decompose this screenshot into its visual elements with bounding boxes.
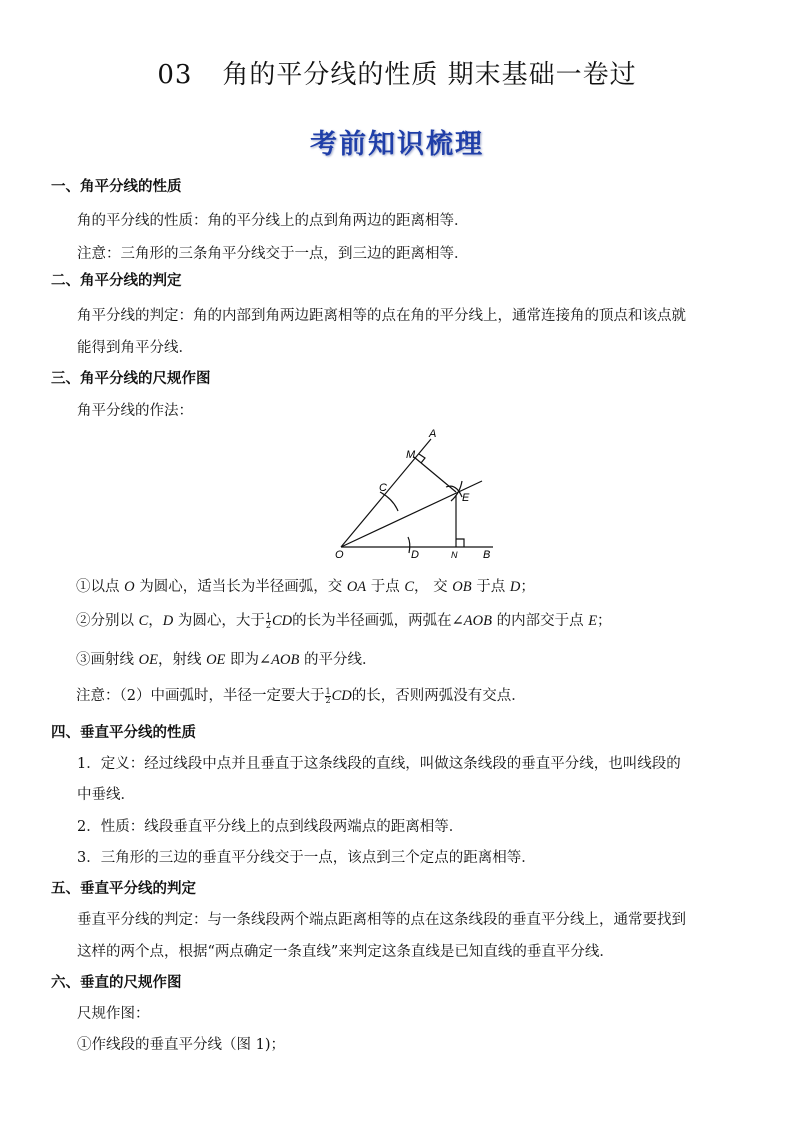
step2-text-b: ， [148, 613, 163, 629]
label-c: C [379, 482, 387, 494]
step3-text-a: ③画射线 [76, 652, 139, 668]
step-1 [76, 575, 535, 596]
s2-para-1a: 角平分线的判定：角的内部到角两边距离相等的点在角的平分线上，通常连接角的顶点和该点就 [77, 308, 686, 324]
step1-ray-oa: OA [346, 579, 367, 595]
segment-me [414, 457, 456, 492]
label-b: B [483, 549, 491, 561]
step1-text-d: ， 交 [414, 579, 453, 595]
step1-text-e: 于点 [471, 579, 510, 595]
s4-para-1a: 1．定义：经过线段中点并且垂直于这条线段的直线，叫做这条线段的垂直平分线，也叫线段的 [77, 756, 681, 772]
note-text-a: 注意：（2）中画弧时，半径一定要大于 [76, 688, 325, 704]
step-note [76, 684, 526, 705]
step1-text-f: ； [520, 579, 535, 595]
heading-1: 一、角平分线的性质 [51, 178, 182, 195]
step1-ray-ob: OB [452, 579, 472, 595]
label-n: N [451, 550, 458, 560]
step2-fraction [266, 613, 271, 630]
step3-angle-aob: AOB [271, 652, 300, 668]
step2-text-f: ； [597, 613, 612, 629]
ray-oe [341, 481, 482, 547]
s3-para-1: 角平分线的作法： [77, 403, 193, 419]
section-banner: 考前知识梳理 [310, 129, 484, 160]
fraction-numerator: 1 [265, 611, 271, 621]
note-fraction [325, 688, 330, 705]
step2-segment-cd: CD [271, 613, 293, 629]
step1-text-c: 于点 [366, 579, 405, 595]
s5-para-1a: 垂直平分线的判定：与一条线段两个端点距离相等的点在这条线段的垂直平分线上，通常要找到 [77, 912, 686, 928]
step3-text-d: 的平分线． [299, 652, 377, 668]
step2-point-c: C [138, 613, 149, 629]
step2-text-d: 的长为半径画弧，两弧在∠ [292, 613, 464, 629]
s4-para-1b: 中垂线． [77, 787, 135, 803]
step1-text-b: 为圆心，适当长为半径画弧，交 [134, 579, 347, 595]
note-fraction-numerator: 1 [325, 686, 331, 696]
step3-ray-oe-2: OE [206, 652, 226, 668]
s2-para-1b: 能得到角平分线． [77, 340, 193, 356]
step3-text-c: 即为∠ [225, 652, 272, 668]
label-o: O [335, 549, 344, 561]
title-number: 03 [157, 60, 193, 90]
step3-text-b: ，射线 [157, 652, 207, 668]
step1-point-d: D [509, 579, 521, 595]
step-3 [76, 648, 376, 669]
note-text-b: 的长，否则两弧没有交点． [351, 688, 526, 704]
s6-para-1: 尺规作图： [77, 1006, 150, 1022]
note-fraction-denominator: 2 [325, 695, 331, 705]
step2-text-e: 的内部交于点 [491, 613, 589, 629]
heading-2: 二、角平分线的判定 [51, 272, 182, 289]
note-segment-cd: CD [331, 688, 352, 704]
step1-point-c: C [404, 579, 415, 595]
angle-bisector-figure [330, 425, 505, 565]
fraction-denominator: 2 [265, 620, 271, 630]
s5-para-1b: 这样的两个点，根据“两点确定一条直线”来判定这条直线是已知直线的垂直平分线． [77, 944, 614, 960]
step1-text-a: ①以点 [76, 579, 125, 595]
s4-para-2: 2．性质：线段垂直平分线上的点到线段两端点的距离相等． [77, 819, 464, 835]
s1-para-2: 注意：三角形的三条角平分线交于一点，到三边的距离相等． [77, 246, 469, 262]
label-a: A [429, 428, 437, 440]
step-2 [76, 609, 612, 630]
heading-5: 五、垂直平分线的判定 [51, 880, 196, 897]
arc-c [380, 492, 398, 511]
s6-para-2: ①作线段的垂直平分线（图 1)； [77, 1037, 285, 1053]
step1-point-o: O [124, 579, 135, 595]
label-m: M [406, 449, 416, 461]
s4-para-3: 3．三角形的三边的垂直平分线交于一点，该点到三个定点的距离相等． [77, 850, 536, 866]
heading-6: 六、垂直的尺规作图 [51, 974, 182, 991]
label-d: D [411, 549, 419, 561]
heading-3: 三、角平分线的尺规作图 [51, 370, 211, 387]
s1-para-1: 角的平分线的性质：角的平分线上的点到角两边的距离相等． [77, 213, 469, 229]
title-text: 角的平分线的性质 期末基础一卷过 [222, 60, 637, 90]
step3-ray-oe: OE [138, 652, 158, 668]
arc-d [408, 537, 410, 553]
step2-point-e: E [588, 613, 598, 629]
label-e: E [462, 492, 470, 504]
step2-text-a: ②分别以 [76, 613, 139, 629]
step2-angle-aob: AOB [463, 613, 492, 629]
right-angle-n [456, 539, 464, 547]
page-title [0, 54, 794, 91]
heading-4: 四、垂直平分线的性质 [51, 724, 196, 741]
step2-point-d: D [162, 613, 174, 629]
step2-text-c: 为圆心，大于 [173, 613, 265, 629]
